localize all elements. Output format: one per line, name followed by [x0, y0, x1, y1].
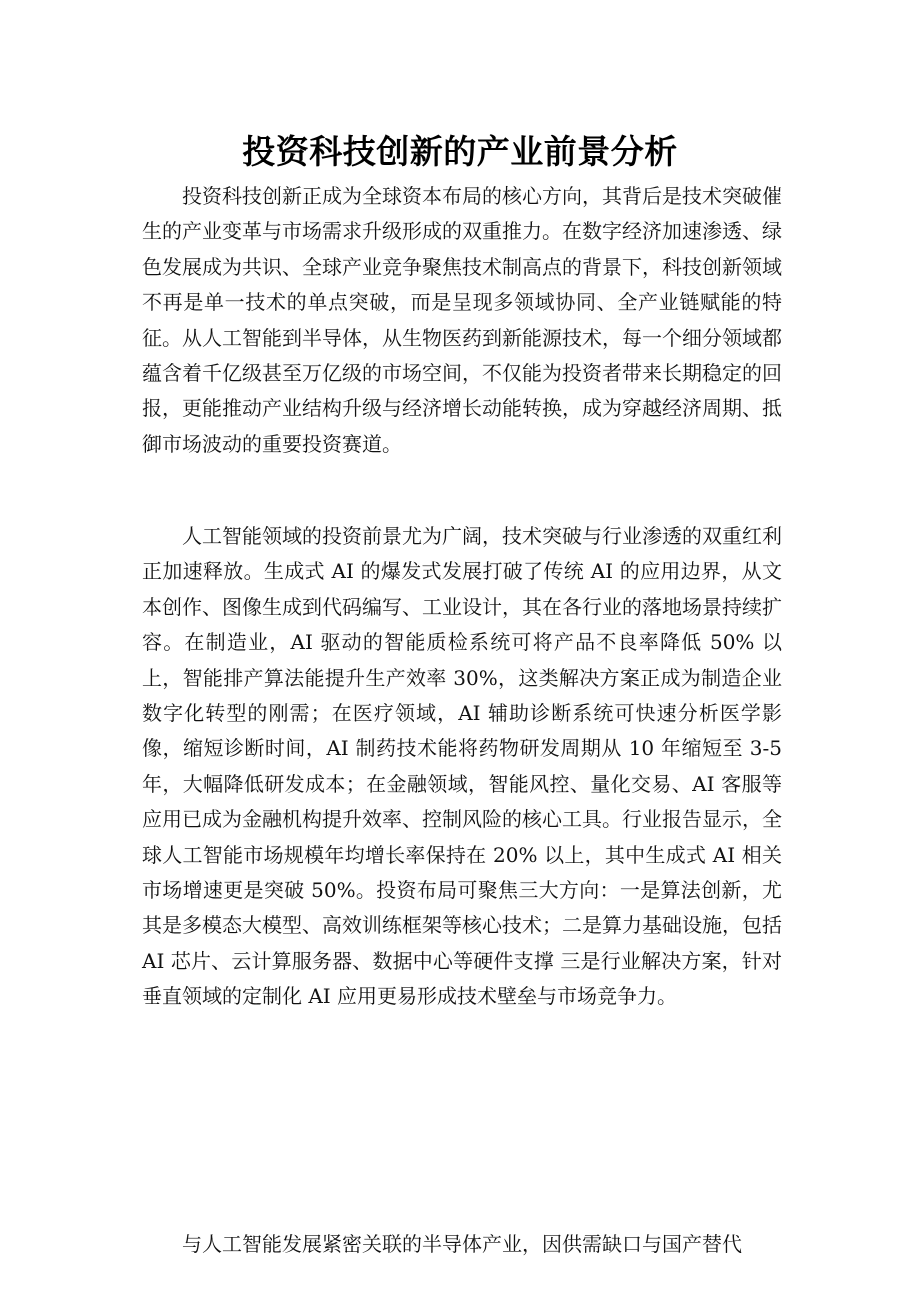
paragraph-1: 投资科技创新正成为全球资本布局的核心方向，其背后是技术突破催生的产业变革与市场需求升级形成的双重推力。在数字经济加速渗透、绿色发展成为共识、全球产业竞争聚焦技术制高点的背景下，科技创新领域不再是单一技术的单点突破，而是呈现多领域协同、全产业链赋能的特征。从人工智能到半导体，从生物医药到新能源技术，每一个细分领域都蕴含着千亿级甚至万亿级的市场空间，不仅能为投资者带来长期稳定的回报，更能推动产业结构升级与经济增长动能转换，成为穿越经济周期、抵御市场波动的重要投资赛道。	[142, 184, 782, 456]
document-title: 投资科技创新的产业前景分析	[242, 132, 678, 171]
paragraph-2: 人工智能领域的投资前景尤为广阔，技术突破与行业渗透的双重红利正加速释放。生成式 AI 的爆发式发展打破了传统 AI 的应用边界，从文本创作、图像生成到代码编写、工业设计，其在各行业的落地场景持续扩容。在制造业，AI 驱动的智能质检系统可将产品不良率降低 50% 以上，智能排产算法能提升生产效率 30%，这类解决方案正成为制造企业数字化转型的刚需；在医疗领域，AI 辅助诊断系统可快速分析医学影像，缩短诊断时间，AI 制药技术能将药物研发周期从 10 年缩短至 3-5 年，大幅降低研发成本；在金融领域，智能风控、量化交易、AI 客服等应用已成为金融机构提升效率、控制风险的核心工具。行业报告显示，全球人工智能市场规模年均增长率保持在 20% 以上，其中生成式 AI 相关市场增速更是突破 50%。投资布局可聚焦三大方向：一是算法创新，尤其是多模态大模型、高效训练框架等核心技术；二是算力基础设施，包括 AI 芯片、云计算服务器、数据中心等硬件支撑 三是行业解决方案，针对垂直领域的定制化 AI 应用更易形成技术壁垒与市场竞争力。	[142, 524, 782, 1009]
paragraph-3: 与人工智能发展紧密关联的半导体产业，因供需缺口与国产替代	[182, 1232, 742, 1256]
